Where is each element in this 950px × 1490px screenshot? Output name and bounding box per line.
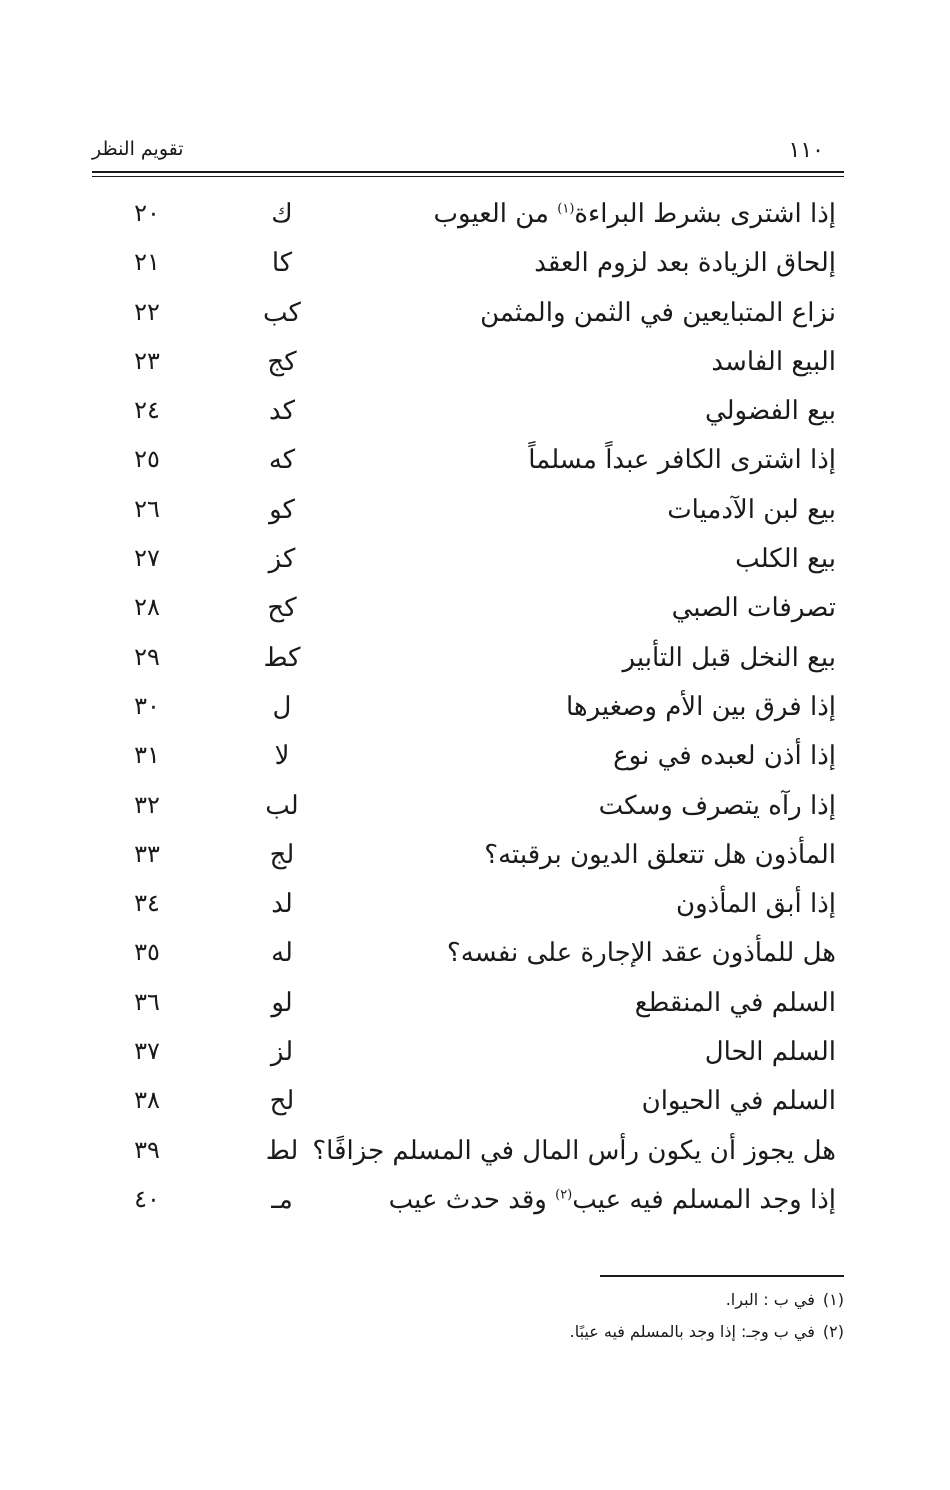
topic-title-text: إذا اشترى الكافر عبداً مسلماً xyxy=(528,445,836,476)
topic-title-text: بيع لبن الآدميات xyxy=(667,494,836,525)
toc-row xyxy=(92,688,844,737)
toc-row xyxy=(92,540,844,589)
topic-title-continuation: وقد حدث عيب xyxy=(388,1184,556,1215)
abjad-code: كح xyxy=(267,593,297,624)
topic-number: ٣٥ xyxy=(134,938,160,967)
toc-row xyxy=(92,392,844,441)
topic-number: ٣٩ xyxy=(134,1135,160,1164)
topic-title-text: إذا وجد المسلم فيه عيب xyxy=(572,1184,836,1215)
abjad-code: لو xyxy=(271,987,293,1018)
topic-title xyxy=(613,741,836,771)
abjad-code: ل xyxy=(272,691,292,722)
topic-title-text: إذا رآه يتصرف وسكت xyxy=(598,790,836,821)
footnotes xyxy=(570,1290,844,1354)
header-rule-thin xyxy=(92,176,844,177)
topic-title xyxy=(534,248,836,278)
topic-number: ٣٢ xyxy=(134,790,160,819)
footnote-mark: (١) xyxy=(822,1290,844,1309)
toc-row xyxy=(92,589,844,638)
topic-title xyxy=(705,1037,836,1067)
abjad-code: لد xyxy=(271,889,293,920)
footnote-ref: (١) xyxy=(557,201,575,217)
topic-title xyxy=(676,889,836,919)
toc-row xyxy=(92,195,844,244)
toc-row xyxy=(92,639,844,688)
toc-row xyxy=(92,1082,844,1131)
abjad-code: كا xyxy=(271,248,293,279)
toc-row xyxy=(92,441,844,490)
topic-title xyxy=(447,938,836,968)
toc-row xyxy=(92,294,844,343)
abjad-code: كج xyxy=(267,346,297,377)
topic-number: ٢٨ xyxy=(134,593,160,622)
topic-title xyxy=(705,396,836,426)
topic-title-text: هل للمأذون عقد الإجارة على نفسه؟ xyxy=(446,938,836,969)
topic-number: ٢٠ xyxy=(134,199,160,227)
topic-title-text: السلم الحال xyxy=(704,1037,836,1068)
topic-number: ٤٠ xyxy=(134,1184,160,1213)
topic-title-text: السلم في الحيوان xyxy=(641,1086,836,1117)
topic-title-text: إذا أذن لعبده في نوع xyxy=(613,741,836,772)
abjad-code: لب xyxy=(265,790,299,821)
topic-number: ٣٨ xyxy=(134,1086,160,1115)
topic-title-text: إذا اشترى بشرط البراءة xyxy=(574,199,836,229)
topic-title-text: نزاع المتبايعين في الثمن والمثمن xyxy=(480,297,836,328)
table-of-contents xyxy=(92,195,844,1230)
abjad-code: ك xyxy=(271,199,293,229)
topic-title-text: إذا فرق بين الأم وصغيرها xyxy=(565,691,836,722)
toc-row xyxy=(92,491,844,540)
topic-title-text: تصرفات الصبي xyxy=(671,593,836,624)
topic-number: ٢٥ xyxy=(134,445,160,474)
topic-number: ٣٦ xyxy=(134,987,160,1016)
abjad-code: كز xyxy=(268,544,296,575)
topic-title xyxy=(389,1185,836,1215)
toc-row xyxy=(92,934,844,983)
book-title: تقويم النظر xyxy=(92,138,184,160)
abjad-code: لح xyxy=(269,1086,295,1117)
abjad-code: له xyxy=(271,938,293,969)
toc-row xyxy=(92,1033,844,1082)
topic-title xyxy=(312,1136,836,1166)
toc-row xyxy=(92,1132,844,1181)
topic-title xyxy=(642,1086,836,1116)
abjad-code: كه xyxy=(268,445,296,476)
topic-number: ٢٩ xyxy=(134,642,160,671)
header-rule-thick xyxy=(92,171,844,173)
footnote xyxy=(570,1290,844,1322)
abjad-code: كط xyxy=(263,642,301,673)
topic-title xyxy=(623,643,836,673)
topic-number: ٢٢ xyxy=(134,297,160,326)
topic-title-text: بيع النخل قبل التأبير xyxy=(622,642,836,673)
topic-title xyxy=(434,199,836,229)
footnote xyxy=(570,1322,844,1354)
toc-row xyxy=(92,787,844,836)
topic-title xyxy=(528,445,836,475)
topic-number: ٣٣ xyxy=(134,839,160,868)
toc-row xyxy=(92,1181,844,1230)
abjad-code: كد xyxy=(268,396,296,427)
topic-number: ٢٧ xyxy=(134,544,160,573)
topic-title-text: البيع الفاسد xyxy=(711,346,836,377)
topic-title xyxy=(480,298,836,328)
topic-number: ٣٤ xyxy=(134,889,160,918)
topic-title xyxy=(672,593,836,623)
running-header xyxy=(92,132,844,172)
abjad-code: مـ xyxy=(271,1184,293,1215)
topic-title-text: إلحاق الزيادة بعد لزوم العقد xyxy=(534,248,836,279)
toc-row xyxy=(92,984,844,1033)
footnote-mark: (٢) xyxy=(822,1322,844,1341)
toc-row xyxy=(92,343,844,392)
abjad-code: كب xyxy=(263,297,301,328)
topic-title-text: بيع الكلب xyxy=(735,544,836,575)
toc-row xyxy=(92,244,844,293)
topic-title-continuation: من العيوب xyxy=(433,199,558,229)
topic-title-text: هل يجوز أن يكون رأس المال في المسلم جزافًا؟ xyxy=(312,1135,836,1166)
abjad-code: لز xyxy=(270,1037,294,1068)
topic-number: ٣٧ xyxy=(134,1037,160,1066)
abjad-code: لج xyxy=(269,839,295,870)
abjad-code: لط xyxy=(265,1135,299,1166)
abjad-code: كو xyxy=(269,494,295,525)
topic-title-text: السلم في المنقطع xyxy=(634,987,836,1018)
toc-row xyxy=(92,885,844,934)
topic-title xyxy=(667,495,836,525)
topic-title-text: بيع الفضولي xyxy=(704,396,836,427)
topic-number: ٣٠ xyxy=(134,691,160,720)
topic-number: ٢١ xyxy=(134,248,160,277)
topic-title xyxy=(635,988,836,1018)
topic-title xyxy=(599,791,836,821)
footnote-text: في ب : البرا. xyxy=(725,1290,815,1309)
footnote-ref: (٢) xyxy=(555,1187,573,1203)
abjad-code: لا xyxy=(274,741,290,772)
page-number: ١١٠ xyxy=(788,138,824,163)
topic-title xyxy=(711,347,836,377)
topic-title xyxy=(484,840,836,870)
topic-title xyxy=(566,692,836,722)
footnote-text: في ب وجـ: إذا وجد بالمسلم فيه عيبًا. xyxy=(569,1322,815,1341)
topic-number: ٢٦ xyxy=(134,494,160,523)
topic-number: ٢٣ xyxy=(134,346,160,375)
topic-title-text: إذا أبق المأذون xyxy=(675,889,836,920)
topic-title-text: المأذون هل تتعلق الديون برقبته؟ xyxy=(484,839,836,870)
toc-row xyxy=(92,737,844,786)
topic-title xyxy=(735,544,836,574)
topic-number: ٢٤ xyxy=(134,396,160,425)
footnote-separator xyxy=(600,1275,844,1277)
toc-row xyxy=(92,836,844,885)
topic-number: ٣١ xyxy=(134,741,160,770)
